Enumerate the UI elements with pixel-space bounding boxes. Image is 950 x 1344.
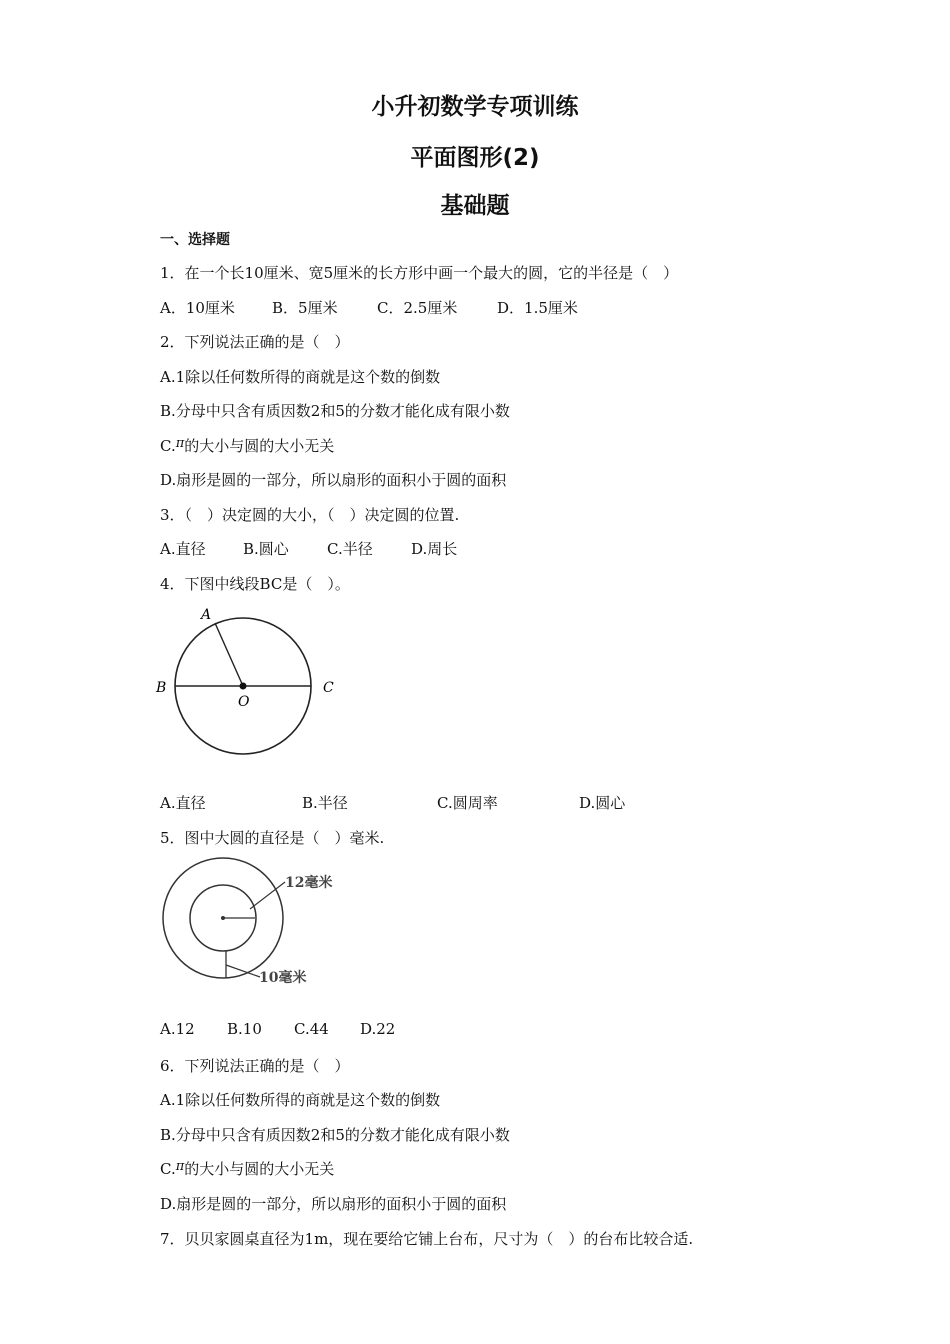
q1-option-c: C．2.5厘米 — [377, 299, 458, 317]
q6-option-c: C.π的大小与圆的大小无关 — [160, 1159, 335, 1178]
q5-option-c: C.44 — [294, 1020, 329, 1038]
q3-option-b: B.圆心 — [243, 540, 289, 558]
q5-ring-figure — [160, 857, 360, 997]
segment-oa — [215, 623, 243, 686]
pi-symbol: π — [175, 436, 185, 451]
question-6: 6．下列说法正确的是（ ） — [160, 1057, 350, 1075]
q2-option-b: B.分母中只含有质因数2和5的分数才能化成有限小数 — [160, 402, 510, 420]
center-point-o — [240, 683, 247, 690]
label-b: B — [156, 680, 167, 696]
section-heading: 一、选择题 — [160, 232, 230, 248]
question-1: 1．在一个长10厘米、宽5厘米的长方形中画一个最大的圆，它的半径是（ ） — [160, 264, 679, 282]
q2-option-a: A.1除以任何数所得的商就是这个数的倒数 — [160, 368, 441, 386]
level-title: 基础题 — [440, 193, 510, 219]
q4-option-a: A.直径 — [160, 794, 206, 812]
q3-option-d: D.周长 — [411, 540, 458, 558]
q4-option-b: B.半径 — [302, 794, 348, 812]
label-o: O — [238, 694, 250, 710]
q1-option-d: D．1.5厘米 — [497, 299, 578, 317]
q4-option-d: D.圆心 — [579, 794, 626, 812]
q2-option-c: C.π的大小与圆的大小无关 — [160, 436, 335, 455]
q4-option-c: C.圆周率 — [437, 794, 498, 812]
q1-option-a: A．10厘米 — [160, 299, 235, 317]
label-a: A — [201, 607, 212, 623]
question-7: 7．贝贝家圆桌直径为1m，现在要给它铺上台布，尺寸为（ ）的台布比较合适. — [160, 1230, 694, 1248]
question-2: 2．下列说法正确的是（ ） — [160, 333, 350, 351]
q3-option-c: C.半径 — [327, 540, 373, 558]
q1-option-b: B．5厘米 — [272, 299, 338, 317]
main-title: 小升初数学专项训练 — [371, 94, 579, 120]
label-10mm: 10毫米 — [259, 970, 307, 986]
q5-option-d: D.22 — [360, 1020, 396, 1038]
q6-option-a: A.1除以任何数所得的商就是这个数的倒数 — [160, 1091, 441, 1109]
q2-option-d: D.扇形是圆的一部分，所以扇形的面积小于圆的面积 — [160, 471, 507, 489]
q6-option-d: D.扇形是圆的一部分，所以扇形的面积小于圆的面积 — [160, 1195, 507, 1213]
q6-option-b: B.分母中只含有质因数2和5的分数才能化成有限小数 — [160, 1126, 510, 1144]
pi-symbol: π — [175, 1159, 185, 1174]
label-c: C — [323, 680, 334, 696]
q4-circle-figure — [155, 603, 345, 763]
label-12mm: 12毫米 — [285, 875, 333, 891]
question-4: 4．下图中线段BC是（ ）。 — [160, 575, 350, 593]
q3-option-a: A.直径 — [160, 540, 206, 558]
sub-title: 平面图形(2) — [410, 145, 540, 171]
leader-inner — [250, 882, 285, 909]
q5-option-a: A.12 — [160, 1020, 195, 1038]
question-5: 5．图中大圆的直径是（ ）毫米. — [160, 829, 385, 847]
q5-option-b: B.10 — [227, 1020, 262, 1038]
question-3: 3．（ ）决定圆的大小，（ ）决定圆的位置. — [160, 506, 460, 524]
